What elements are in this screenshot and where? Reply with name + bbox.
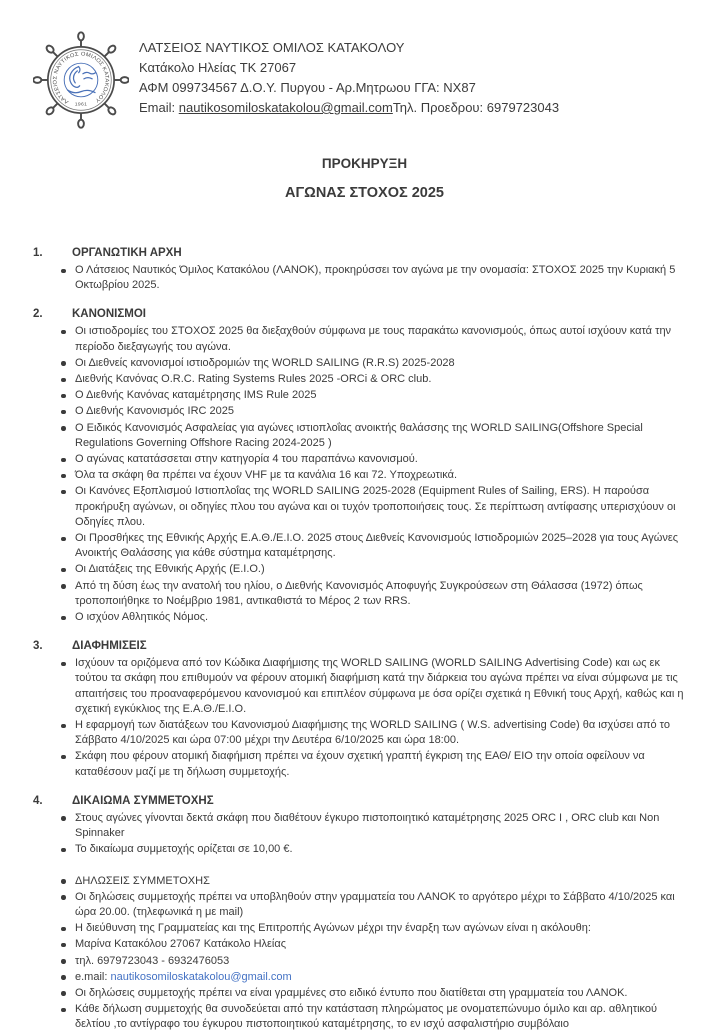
bullet-item: Οι δηλώσεις συμμετοχής πρέπει να είναι γραμμένες στο ειδικό έντυπο που διατίθεται στη γραμματεία του ΛΑΝΟΚ. (33, 986, 696, 1001)
bullet-item: Διεθνής Κανόνας O.R.C. Rating Systems Rules 2025 -ORCi & ORC club. (33, 372, 696, 387)
section-heading: ΟΡΓΑΝΩΤΙΚΗ ΑΡΧΗ (72, 247, 182, 259)
section-number: 2. (33, 308, 43, 321)
section-number: 4. (33, 794, 43, 807)
org-contact-line (139, 98, 559, 118)
bullet-item: Ο Λάτσειος Ναυτικός Όμιλος Κατακόλου (ΛΑΝΟΚ), προκηρύσσει τον αγώνα με την ονομασία: ΣΤΟΧΟΣ 2025 την Κυριακή 5 Οκτωβρίου 2025. (33, 263, 696, 293)
section-bullets (33, 263, 696, 293)
section-bullets (33, 656, 696, 780)
logo-ring-text: ΛΑΤΣΕΙΟΣ ΝΑΥΤΙΚΟΣ ΟΜΙΛΟΣ ΚΑΤΑΚΟΛΟΥ (52, 51, 110, 105)
section-number: 3. (33, 640, 43, 653)
bullet-item: ΔΗΛΩΣΕΙΣ ΣΥΜΜΕΤΟΧΗΣ (33, 874, 696, 889)
doc-title: ΠΡΟΚΗΡΥΞΗ (321, 156, 408, 171)
bullet-item: Ο Ειδικός Κανονισμός Ασφαλείας για αγώνες ιστιοπλοΐας ανοικτής θαλάσσης της WORLD SAILING(Offshore Special Regulations Governing Offshore Racing 2024-2025 ) (33, 421, 696, 451)
bullet-item: Όλα τα σκάφη θα πρέπει να έχουν VHF με τα κανάλια 16 και 72. Υποχρεωτικά. (33, 468, 696, 483)
bullet-item: Ο Διεθνής Κανόνας καταμέτρησης IMS Rule 2025 (33, 388, 696, 403)
letterhead (33, 28, 696, 135)
section-header-row (33, 794, 696, 809)
logo-year: 1961 (74, 101, 88, 108)
bullet-item (33, 970, 696, 985)
section-heading: ΔΙΚΑΙΩΜΑ ΣΥΜΜΕΤΟΧΗΣ (72, 794, 214, 807)
bullet-item: Μαρίνα Κατακόλου 27067 Κατάκολο Ηλείας (33, 937, 696, 952)
org-address: Κατάκολο Ηλείας ΤΚ 27067 (139, 60, 297, 75)
bullet-item: Οι ιστιοδρομίες του ΣΤΟΧΟΣ 2025 θα διεξαχθούν σύμφωνα με τους παρακάτω κανονισμούς, όπως αυτοί ισχύουν κατά την περίοδο διεξαγωγής του αγώνα. (33, 324, 696, 354)
president-phone: Τηλ. Προεδρου: 6979723043 (392, 100, 560, 115)
bullet-item: Οι Διατάξεις της Εθνικής Αρχής (Ε.Ι.Ο.) (33, 562, 696, 577)
section-bullets (33, 811, 696, 1033)
bullet-item: Οι Διεθνείς κανονισμοί ιστιοδρομιών της WORLD SAILING (R.R.S) 2025-2028 (33, 356, 696, 371)
bullet-item: Οι Κανόνες Εξοπλισμού Ιστιοπλοΐας της WORLD SAILING 2025-2028 (Equipment Rules of Sailing, ERS). Η παρούσα προκήρυξη αγώνων, οι οδηγίες πλου του αγώνα και οι τυχόν τροποποιήσεις τους. Σε περίπτωση αντίφασης υπερισχύουν οι Οδηγίες πλου. (33, 484, 696, 530)
bullet-item: Οι δηλώσεις συμμετοχής πρέπει να υποβληθούν στην γραμματεία του ΛΑΝΟΚ το αργότερο μέχρι το Σάββατο 4/10/2025 και ώρα 20.00. (τηλεφωνικά η με mail) (33, 890, 696, 920)
org-tax-line: ΑΦΜ 099734567 Δ.Ο.Υ. Πυργου - Αρ.Μητρωου ΓΓΑ: ΝΧ87 (139, 80, 476, 95)
bullet-item: Στους αγώνες γίνονται δεκτά σκάφη που διαθέτουν έγκυρο πιστοποιητικό καταμέτρησης 2025 ORC I , ORC club και Non Spinnaker (33, 811, 696, 841)
header-email-link[interactable]: nautikosomiloskatakolou@gmail.com (178, 100, 393, 115)
section (33, 307, 696, 625)
section-bullets (33, 324, 696, 625)
email-link[interactable]: nautikosomiloskatakolou@gmail.com (110, 970, 292, 983)
section (33, 794, 696, 1033)
bullet-item: Το δικαίωμα συμμετοχής ορίζεται σε 10,00 €. (33, 842, 696, 857)
section-header-row (33, 307, 696, 322)
section-header-row (33, 246, 696, 261)
section (33, 639, 696, 780)
org-name: ΛΑΤΣΕΙΟΣ ΝΑΥΤΙΚΟΣ ΟΜΙΛΟΣ ΚΑΤΑΚΟΛΟΥ (139, 40, 405, 55)
section-heading: ΔΙΑΦΗΜΙΣΕΙΣ (72, 640, 147, 653)
section-number: 1. (33, 247, 43, 259)
bullet-item: Από τη δύση έως την ανατολή του ηλίου, ο Διεθνής Κανονισμός Αποφυγής Συγκρούσεων στη Θάλασσα (1972) όπως τροποποιήθηκε το Νοέμβριο 1981, αντικαθιστά το Μέρος 2 των RRS. (33, 579, 696, 609)
sections (33, 246, 696, 1033)
bullet-item: τηλ. 6979723043 - 6932476053 (33, 954, 696, 969)
ship-wheel-icon (33, 30, 129, 130)
bullet-item: Σκάφη που φέρουν ατομική διαφήμιση πρέπει να έχουν σχετική γραπτή έγκριση της ΕΑΘ/ ΕΙΟ την οποία οφείλουν να καταθέσουν μαζί με τη δήλωση συμμετοχής. (33, 749, 696, 779)
section-heading: ΚΑΝΟΝΙΣΜΟΙ (72, 308, 146, 321)
bullet-item: Ο ισχύον Αθλητικός Νόμος. (33, 610, 696, 625)
doc-subtitle: ΑΓΩΝΑΣ ΣΤΟΧΟΣ 2025 (285, 185, 444, 201)
email-label: Email: (139, 100, 179, 115)
bullet-item: Η εφαρμογή των διατάξεων του Κανονισμού Διαφήμισης της WORLD SAILING ( W.S. advertising Code) θα ισχύσει από το Σάββατο 4/10/2025 και ώρα 07:00 μέχρι την Δευτέρα 6/10/2025 και ώρα 18:00. (33, 718, 696, 748)
section (33, 246, 696, 293)
bullet-item: Η διεύθυνση της Γραμματείας και της Επιτροπής Αγώνων μέχρι την έναρξη των αγώνων είναι η ακόλουθη: (33, 921, 696, 936)
bullet-item: Κάθε δήλωση συμμετοχής θα συνοδεύεται από την κατάσταση πληρώματος με ονοματεπώνυμο όμιλο και αρ. αθλητικού δελτίου ,το αντίγραφο του έγκυρου πιστοποιητικού καταμέτρησης, το εν ισχύ ασφαλιστήριο συμβόλαιο (33, 1002, 696, 1032)
document-title-block (33, 156, 696, 201)
bullet-item: Ο Διεθνής Κανονισμός IRC 2025 (33, 404, 696, 419)
club-logo (33, 30, 129, 135)
bullet-item: Οι Προσθήκες της Εθνικής Αρχής Ε.Α.Θ./Ε.Ι.Ο. 2025 στους Διεθνείς Κανονισμούς Ιστιοδρομιών 2025–2028 για τους Αγώνες Ανοικτής Θαλάσσης για κάθε σύστημα καταμέτρησης. (33, 531, 696, 561)
section-header-row (33, 639, 696, 654)
letterhead-text (139, 28, 559, 118)
bullet-item: Ισχύουν τα οριζόμενα από τον Κώδικα Διαφήμισης της WORLD SAILING (WORLD SAILING Advertising Code) και ως εκ τούτου τα σκάφη που επιθυμούν να φέρουν ατομική διαφήμιση κατά την διάρκεια του αγώνα πρέπει να είναι σύμφωνα με τις απαιτήσεις του προαναφερόμενου κανονισμού και επιπλέον σύμφωνα με όσα ορίζει σχετικά η Εθνική τους Αρχή, καθώς και η σχετική εγκύκλιος της Ε.Α.Θ./Ε.Ι.Ο. (33, 656, 696, 717)
bullet-label: e.mail: (75, 970, 111, 983)
bullet-item: Ο αγώνας κατατάσσεται στην κατηγορία 4 του παραπάνω κανονισμού. (33, 452, 696, 467)
